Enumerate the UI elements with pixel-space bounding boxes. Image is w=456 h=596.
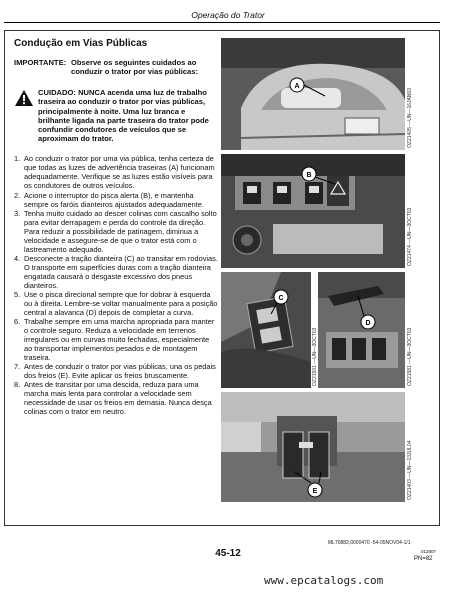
figure-hazard-switch xyxy=(221,154,405,268)
callout-d: D xyxy=(365,320,371,327)
figure-brake-pedals xyxy=(221,392,405,502)
section-title: Condução em Vias Públicas xyxy=(14,38,148,49)
important-text: Observe os seguintes cuidados ao conduzir o trator por vias públicas: xyxy=(71,58,199,76)
callout-a: A xyxy=(294,83,300,90)
steps-list xyxy=(14,154,218,416)
figure-caption-b: OZ21474 —UN—3OCT03 xyxy=(407,207,413,266)
figure-turn-signal-lever xyxy=(318,272,405,388)
figure-caption-a: OZ21405 —UN—16JAN03 xyxy=(407,87,413,148)
footer-pn: PN=82 xyxy=(414,556,433,562)
header-rule xyxy=(4,22,440,23)
callout-b: B xyxy=(306,172,312,179)
figure-front-wheel-drive-switch xyxy=(221,272,311,388)
callout-e: E xyxy=(312,488,318,495)
step-item: 2. Acione o interruptor do pisca alerta (B), e mantenha sempre os faróis dianteiros ajustados adequadamente. xyxy=(14,191,204,209)
step-item: 7. Antes de conduzir o trator por vias públicas, una os pedais dos freios (E). Evite aplicar os freios bruscamente. xyxy=(14,362,216,380)
step-item: 5. Use o pisca direcional sempre que for dobrar à esquerda ou à direita. Lembre-se voltar manualmente para a posição central a alavanca (D) depois de completar a curva. xyxy=(14,290,218,317)
callout-c: C xyxy=(278,295,284,302)
footer-reference: ML70882,0000470 -54-05NOV04-1/1 xyxy=(328,540,411,546)
page-number: 45-12 xyxy=(215,548,241,559)
important-label: IMPORTANTE: xyxy=(14,58,67,67)
step-item: 4. Desconecte a tração dianteira (C) ao transitar em rodovias. O transporte em superfícies duras com a tração dianteira engatada causará o desgaste excessivo dos pneus dianteiros. xyxy=(14,254,218,290)
step-item: 8. Antes de transitar por uma descida, reduza para uma marcha mais lenta para controlar a velocidade sem necessidade de usar os freios em demasia. Nunca desça colinas com o trator em neutro. xyxy=(14,380,212,416)
step-item: 3. Tenha muito cuidado ao descer colinas com cascalho solto para evitar derrapagem e perda do controle da direção. Para reduzir a possibilidade de patinagem, diminua a velocidade e assegure-se de que o trator está com o lastreamento adequado. xyxy=(14,209,217,254)
figure-caption-d: OZ21581 —UN—3OCT03 xyxy=(407,327,413,386)
step-item: 1. Ao conduzir o trator por uma via pública, tenha certeza de que todas as luzes de advertência traseiras (A) funcionam adequadamente. Verifique se as luzes estão visíveis para os condutores de outros veículos. xyxy=(14,154,215,190)
footer-date-code: 012807 xyxy=(421,549,437,554)
figure-rear-warning-light xyxy=(221,38,405,150)
step-item: 6. Trabalhe sempre em uma marcha apropriada para manter o controle seguro. Reduza a velocidade em terrenos irregulares ou em curvas muito fechadas, especialmente ao transportar implementos pesados e de montagem traseira. xyxy=(14,317,215,362)
page-header: Operação do Trator xyxy=(191,10,265,20)
watermark-url: www.epcatalogs.com xyxy=(264,574,384,587)
figure-caption-e: OZ21403 —UN—13JUL04 xyxy=(407,440,413,500)
warning-triangle-icon xyxy=(15,90,33,106)
figure-caption-c: OZ21591 —UN—3OCT03 xyxy=(312,327,318,386)
caution-text: CUIDADO: NUNCA acenda uma luz de trabalho traseira ao conduzir o trator por vias públicas, principalmente à noite. Uma luz branca e brilhante ligada na parte traseira do trator pode confundir condutores de veículos que se aproximam do trator. xyxy=(38,88,209,144)
